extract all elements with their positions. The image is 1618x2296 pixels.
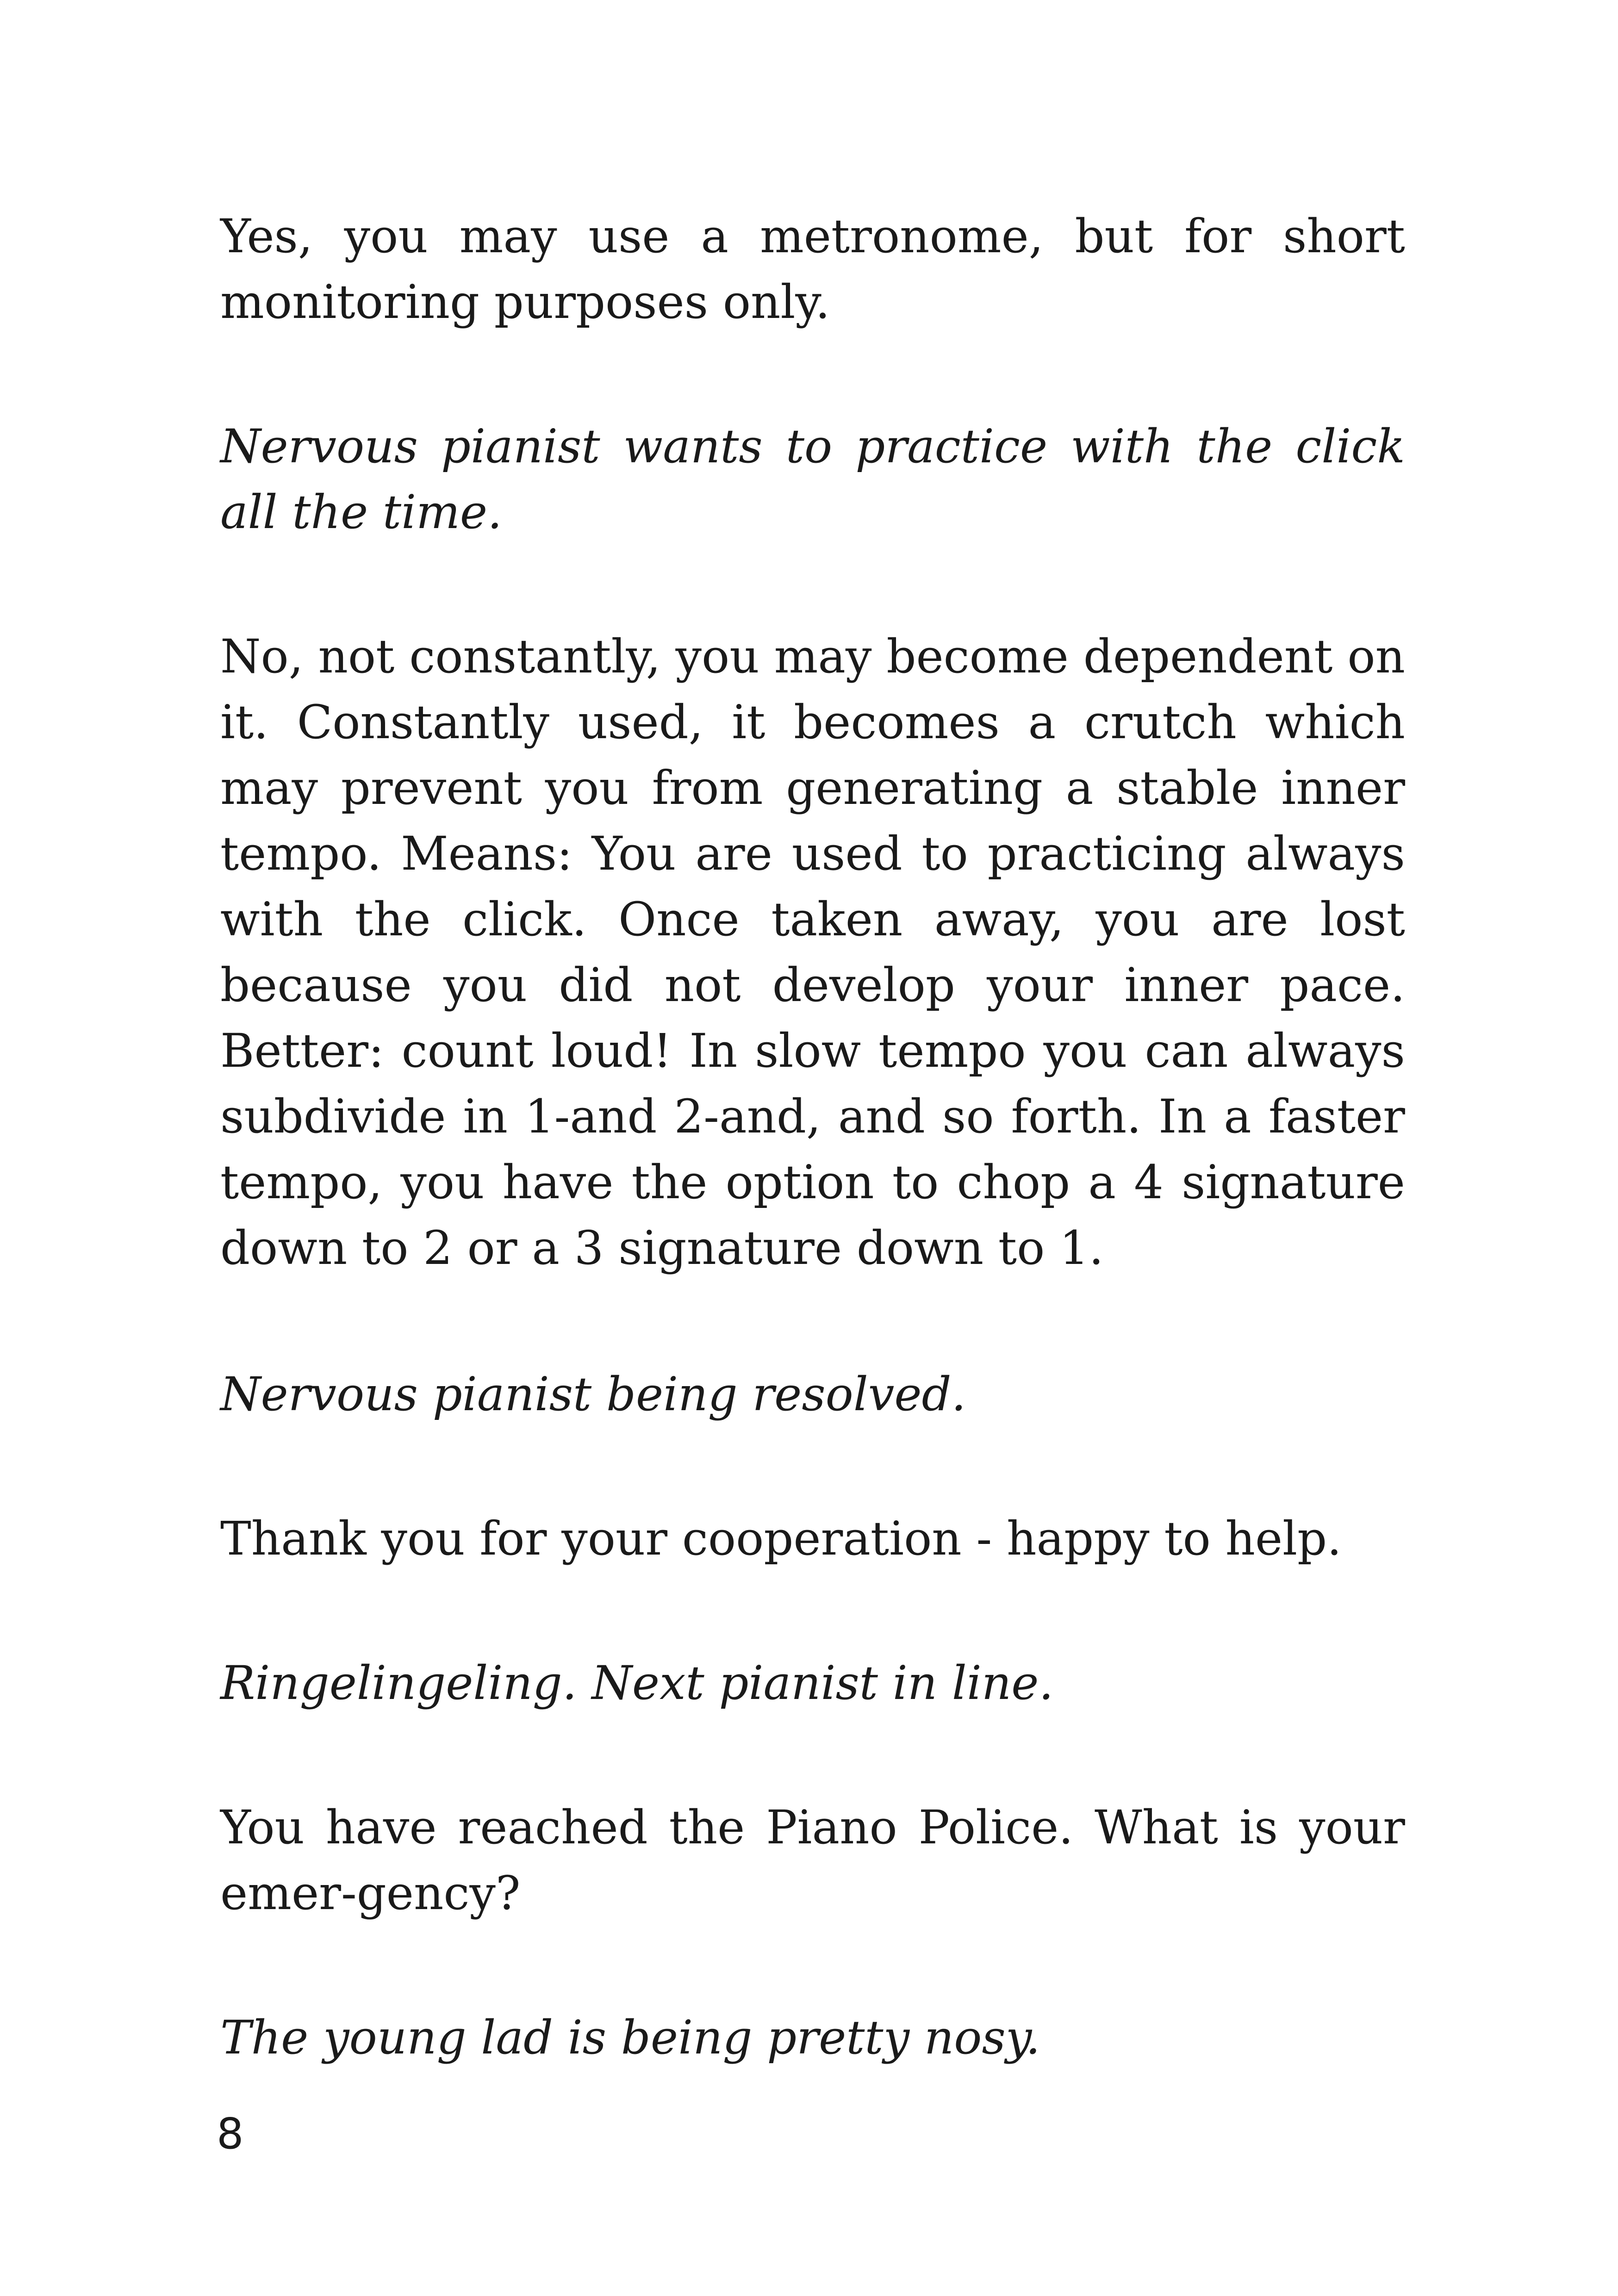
paragraph-piano-police: You have reached the Piano Police. What is your emer-gency?: [220, 1800, 1405, 1920]
paragraph-metronome-answer: Yes, you may use a metronome, but for short monitoring purposes only.: [220, 209, 1405, 329]
paragraph-dependency-answer: No, not constantly, you may become dependent on it. Constantly used, it becomes a crutch which may prevent you from generating a stable inner tempo. Means: You are used to practicing always with the click. Once taken away, you are lost because you did not develop your inner pace. Better: count loud! In slow tempo you can always subdivide in 1-and 2-and, and so forth. In a faster tempo, you have the option to chop a 4 signature down to 2 or a 3 signature down to 1.: [220, 629, 1405, 1275]
paragraph-young-lad: The young lad is being pretty nosy.: [220, 2010, 1040, 2065]
paragraph-resolved: Nervous pianist being resolved.: [220, 1367, 966, 1421]
paragraph-thanks: Thank you for your cooperation - happy to help.: [220, 1512, 1342, 1566]
page-body: [220, 204, 1405, 2071]
paragraph-click-question: Nervous pianist wants to practice with the click all the time.: [220, 419, 1405, 539]
page-number: 8: [217, 2109, 244, 2159]
paragraph-next-pianist: Ringelingeling. Next pianist in line.: [220, 1656, 1054, 1710]
